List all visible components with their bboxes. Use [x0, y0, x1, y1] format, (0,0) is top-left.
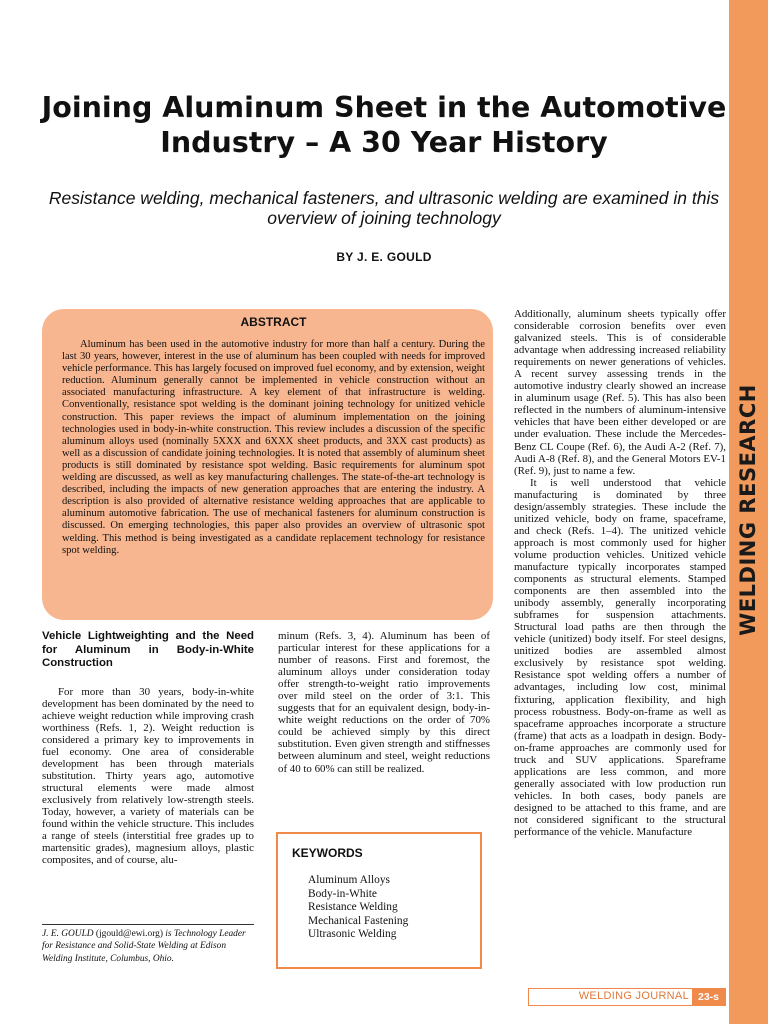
journal-name: WELDING JOURNAL — [578, 990, 689, 1002]
page-footer — [528, 988, 726, 1006]
keyword-item: Body-in-White — [308, 887, 377, 900]
body-paragraph: It is well understood that vehicle manufacturing is dominated by three design/assembly strategies. These include the unitized vehicle, body on frame, spaceframe, and check (Refs. 1–4). The unitized vehicle approach is most commonly used for higher volume production vehicles. Unitized vehicle manufacture typically incorporates stamped components as structural elements. Stamped components are then assembled into the unibody assembly, generally incorporating subframes for suspension attachments. Structural load paths are then through the vehicle (unitized) body itself. For steel designs, unitized bodies are assembled almost exclusively by resistance spot welding. Resistance spot welding offers a number of advantages, including low cost, minimal fixturing, application flexibility, and high process robustness. Body-on-frame as well as spaceframe approaches incorporate a structure (frame) that acts as a loadpath in design. Body-on-frame approaches are commonly used for truck and SUV applications. Spareframe applications are less common, and more generally associated with low production run vehicles. In both cases, body panels are designed to be attached to this frame, and are not considered significant to the structural performance of the vehicle. Manufacture — [514, 476, 726, 839]
footnote-author: J. E. GOULD — [42, 929, 94, 939]
section-label: WELDING RESEARCH — [736, 384, 760, 636]
body-paragraph: Additionally, aluminum sheets typically offer considerable corrosion benefits over even galvanized steels. This is of considerable advantage when addressing increased reliability requirements on newer generations of vehicles. A recent survey assessing trends in the automotive industry clearly showed an increase in aluminum usage (Ref. 5). This has also been reflected in the numbers of aluminum-intensive vehicles that have been either developed or are under evaluation. These include the Mercedes-Benz CL Coupe (Ref. 6), the Audi A-2 (Ref. 7), Audi A-8 (Ref. 8), and the General Motors EV-1 (Ref. 9), just to name a few. — [514, 308, 726, 477]
footnote-text: is Technology Leader for Resistance and Solid-State Welding at Edison Welding Institute, Columbus, Ohio. — [42, 929, 246, 964]
footnote-divider — [42, 924, 254, 925]
article-title — [40, 90, 728, 160]
column-2-text: minum (Refs. 3, 4). Aluminum has been of particular interest for these applications for a number of reasons. First and foremost, the aluminum alloys under consideration today offer strength-to-weight ratio improvements over mild steel on the order of 3:1. This suggests that for an equivalent design, body-in-white weight reductions on the order of 70% could be achieved simply by this direct substitution. Even given strength and stiffnesses between aluminum and steel, weight reductions of 40 to 60% can still be realized. — [278, 630, 490, 775]
keywords-heading: KEYWORDS — [292, 846, 363, 860]
keywords-box — [276, 832, 482, 969]
abstract-box — [42, 309, 493, 620]
article-subtitle: Resistance welding, mechanical fasteners, and ultrasonic welding are examined in this overview of joining technology — [48, 188, 720, 228]
column-3 — [514, 308, 726, 838]
page-number: 23-s — [692, 989, 725, 1005]
title-line-2: Industry – A 30 Year History — [160, 126, 608, 159]
keyword-item: Mechanical Fastening — [308, 914, 409, 927]
author-footnote — [42, 928, 254, 965]
body-paragraph: For more than 30 years, body-in-white development has been dominated by the need to achieve weight reduction while improving crash worthiness (Refs. 1, 2). Weight reduction is considered a primary key to improvements in fuel economy. One area of considerable development has been through materials substitution. Thirty years ago, automotive structural elements were made almost exclusively from relatively low-strength steels. Today, however, a variety of materials can be found within the vehicle structure. This includes a range of steels (interstitial free grades up to martensitic grades), magnesium alloys, plastic composites, and of course, alu- — [42, 685, 254, 867]
title-line-1: Joining Aluminum Sheet in the Automotive — [41, 91, 727, 124]
keyword-item: Ultrasonic Welding — [308, 928, 397, 941]
byline: BY J. E. GOULD — [336, 250, 432, 264]
keyword-item: Aluminum Alloys — [308, 874, 390, 886]
column-1 — [42, 630, 254, 866]
abstract-heading: ABSTRACT — [240, 315, 307, 329]
abstract-text: Aluminum has been used in the automotive industry for more than half a century. During the last 30 years, however, interest in the use of aluminum has been coupled with needs for improved vehicle performance. This has largely focused on improved fuel economy, and by extension, weight reduction. Aluminum generally cannot be implemented in vehicle construction without an associated manufacturing infrastructure. A key element of that infrastructure is welding. Conventionally, resistance spot welding is the dominant joining technology for unitized vehicle construction. This paper reviews the impact of aluminum implementation on the joining technologies used in body-in-white construction. This review includes a discussion of the specific aluminum alloys used (nominally 5XXX and 6XXX sheet products, and 3XX cast products) as well as a discussion of candidate joining technologies. It is noted that assembly of aluminum sheet products is still dominated by resistance spot welding. Basic requirements for aluminum spot welding are discussed, as well as key manufacturing challenges. The state-of-the-art technology is described, including the impacts of new generation approaches that are entering the industry. A description is also provided of alternative resistance welding approaches that are applicable to aluminum automotive fabrication. The use of mechanical fasteners for aluminum construction is discussed. On emerging technologies, this paper also provides an overview of ultrasonic spot welding. This method is being investigated as a candidate replacement technology for resistance spot welding. — [62, 339, 485, 556]
section-heading: Vehicle Lightweighting and the Need for Aluminum in Body-in-White Construction — [42, 630, 254, 669]
footnote-email: (jgould@ewi.org) — [95, 929, 163, 939]
keyword-item: Resistance Welding — [308, 901, 398, 914]
keywords-list — [292, 874, 466, 942]
